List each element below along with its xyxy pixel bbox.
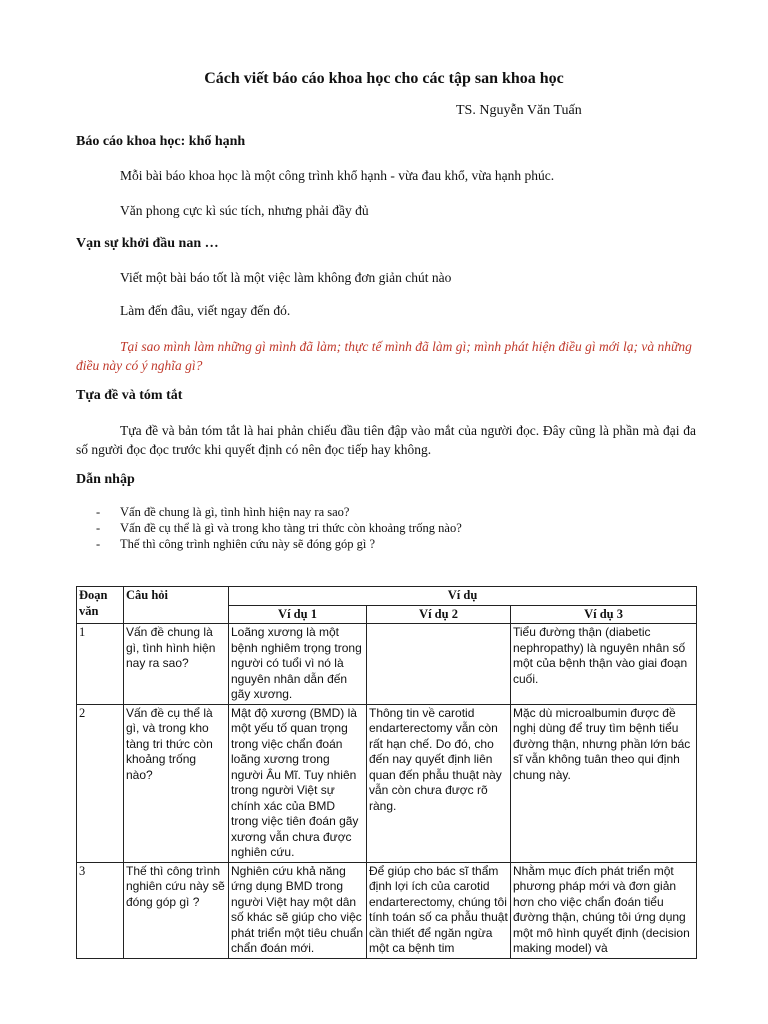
cell-example-2 [367,624,511,705]
heading-khoa-hoc-kho-hanh: Báo cáo khoa học: khổ hạnh [76,134,246,149]
cell-example-3: Nhằm mục đích phát triển một phương pháp mới và đơn giản hơn cho việc chẩn đoán tiểu đường thận, chúng tôi ứng dụng một mô hình quyết định (decision making model) và [511,862,697,958]
cell-question: Thế thì công trình nghiên cứu này sẽ đóng góp gì ? [124,862,229,958]
cell-question: Vấn đề chung là gì, tình hình hiện nay ra sao? [124,624,229,705]
heading-van-su-khoi-dau: Vạn sự khởi đầu nan … [76,236,219,251]
intro-bullet-list [96,504,462,552]
bullet-item: - Vấn đề cụ thể là gì và trong kho tàng tri thức còn khoảng trống nào? [96,520,462,536]
document-title: Cách viết báo cáo khoa học cho các tập san khoa học [204,70,564,87]
cell-example-3: Mặc dù microalbumin được đề nghị dùng để truy tìm bệnh tiểu đường thận, nhưng phần lớn bác sĩ vẫn không tuân theo qui định chung này. [511,704,697,862]
paragraph-tua-de: Tựa đề và bản tóm tắt là hai phản chiếu đầu tiên đập vào mắt của người đọc. Đây cũng là phần mà đại đa số người đọc đọc trước khi quyết định có nên đọc tiếp hay không. [76,423,696,457]
paragraph-lam-den-dau: Làm đến đâu, viết ngay đến đó. [120,303,291,318]
header-vi-du: Ví dụ [229,587,697,606]
cell-num: 3 [77,862,124,958]
paragraph-van-phong: Văn phong cực kì súc tích, nhưng phải đầy đủ [120,203,369,218]
cell-num: 2 [77,704,124,862]
paragraph-viet-bai-bao: Viết một bài báo tốt là một việc làm không đơn giản chút nào [120,270,452,285]
cell-example-1: Loãng xương là một bệnh nghiêm trọng trong người có tuổi vì nó là nguyên nhân dẫn đến gãy xương. [229,624,367,705]
header-vi-du-3: Ví dụ 3 [511,605,697,624]
paragraph-key-questions: Tại sao mình làm những gì mình đã làm; thực tế mình đã làm gì; mình phát hiện điều gì mới lạ; và những điều này có ý nghĩa gì? [76,339,692,373]
intro-structure-table [76,586,697,959]
heading-tua-de-tom-tat: Tựa đề và tóm tắt [76,388,183,403]
table-row [77,704,697,862]
table-header-row [77,587,697,606]
cell-num: 1 [77,624,124,705]
bullet-item: - Thế thì công trình nghiên cứu này sẽ đóng góp gì ? [96,536,462,552]
header-doan-van: Đoạn văn [77,587,124,624]
cell-example-1: Nghiên cứu khả năng ứng dụng BMD trong người Việt hay một dân số khác sẽ giúp cho việc phát triển một tiêu chuẩn chẩn đoán mới. [229,862,367,958]
author-name: TS. Nguyễn Văn Tuấn [456,103,582,118]
bullet-item: - Vấn đề chung là gì, tình hình hiện nay ra sao? [96,504,462,520]
table-row [77,624,697,705]
cell-example-1: Mật độ xương (BMD) là một yếu tố quan trọng trong việc chẩn đoán loãng xương trong người Âu Mĩ. Tuy nhiên trong người Việt sự chính xác của BMD trong việc tiên đoán gãy xương vẫn chưa được nghiên cứu. [229,704,367,862]
heading-dan-nhap: Dẫn nhập [76,472,135,487]
cell-question: Vấn đề cụ thể là gì, và trong kho tàng tri thức còn khoảng trống nào? [124,704,229,862]
header-vi-du-1: Ví dụ 1 [229,605,367,624]
cell-example-2: Thông tin về carotid endarterectomy vẫn còn rất hạn chế. Do đó, cho đến nay quyết định liên quan đến phẫu thuật này vẫn còn chưa được rõ ràng. [367,704,511,862]
paragraph-kho-hanh: Mỗi bài báo khoa học là một công trình khổ hạnh - vừa đau khổ, vừa hạnh phúc. [120,168,555,183]
table-row [77,862,697,958]
header-vi-du-2: Ví dụ 2 [367,605,511,624]
cell-example-3: Tiểu đường thận (diabetic nephropathy) là nguyên nhân số một của bệnh thận vào giai đoạn cuối. [511,624,697,705]
cell-example-2: Để giúp cho bác sĩ thẩm định lợi ích của carotid endarterectomy, chúng tôi tính toán số ca phẫu thuật cần thiết để ngăn ngừa một ca bệnh tim [367,862,511,958]
header-cau-hoi: Câu hỏi [124,587,229,624]
